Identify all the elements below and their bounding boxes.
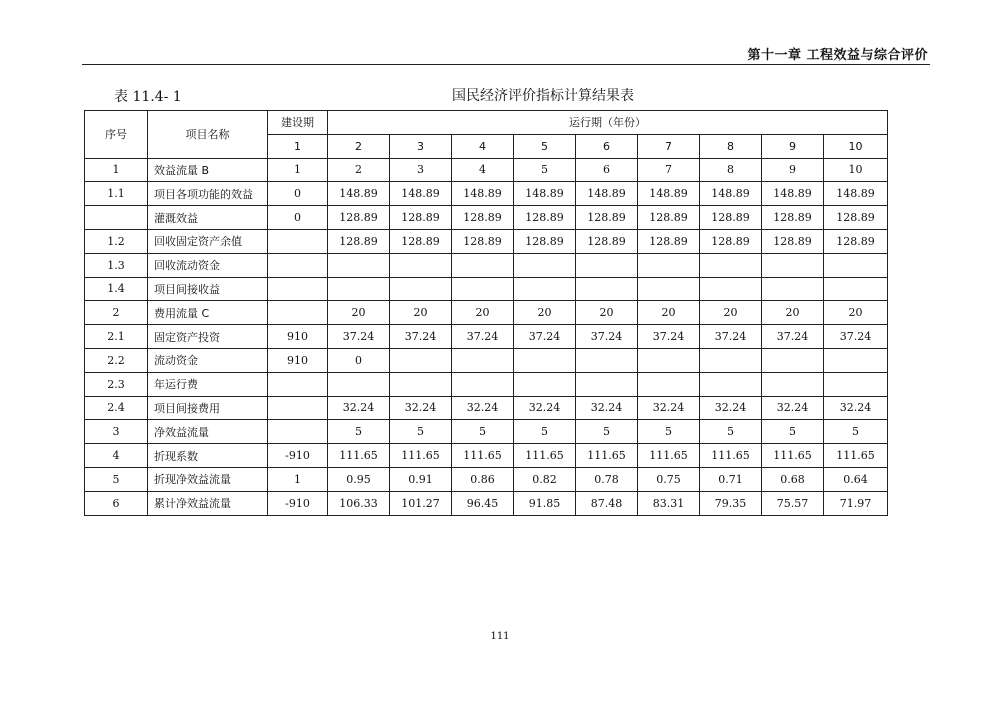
row-year-value: 5 — [452, 420, 514, 444]
row-year-value: 5 — [576, 420, 638, 444]
row-year-value: 128.89 — [514, 229, 576, 253]
row-year-value: 148.89 — [700, 182, 762, 206]
row-construction-value — [268, 396, 328, 420]
row-year-value — [576, 253, 638, 277]
table-label: 表 11.4- 1 — [114, 89, 182, 105]
row-year-value — [576, 277, 638, 301]
row-construction-value: 1 — [268, 158, 328, 182]
row-year-value: 128.89 — [576, 206, 638, 230]
row-construction-value: 1 — [268, 467, 328, 491]
row-year-value — [824, 277, 888, 301]
row-year-value: 148.89 — [328, 182, 390, 206]
row-year-value: 111.65 — [824, 444, 888, 468]
row-year-value — [762, 277, 824, 301]
row-year-value: 111.65 — [328, 444, 390, 468]
row-year-value: 148.89 — [824, 182, 888, 206]
page-number: 111 — [490, 631, 510, 642]
row-seq: 2.3 — [85, 372, 148, 396]
row-year-value: 20 — [824, 301, 888, 325]
header-year: 3 — [390, 134, 452, 158]
row-year-value: 20 — [762, 301, 824, 325]
header-year: 9 — [762, 134, 824, 158]
row-year-value — [328, 277, 390, 301]
row-construction-value: -910 — [268, 444, 328, 468]
row-year-value: 128.89 — [762, 206, 824, 230]
table-title: 国民经济评价指标计算结果表 — [452, 88, 634, 104]
table-row — [85, 491, 888, 515]
table-row — [85, 396, 888, 420]
row-year-value: 148.89 — [638, 182, 700, 206]
row-year-value: 20 — [452, 301, 514, 325]
row-year-value — [700, 372, 762, 396]
row-year-value: 0.86 — [452, 467, 514, 491]
row-item-name: 回收流动资金 — [148, 253, 268, 277]
table-row — [85, 372, 888, 396]
row-year-value: 5 — [514, 420, 576, 444]
row-year-value: 37.24 — [452, 325, 514, 349]
row-item-name: 流动资金 — [148, 348, 268, 372]
row-year-value: 20 — [328, 301, 390, 325]
row-year-value — [514, 372, 576, 396]
row-item-name: 灌溉效益 — [148, 206, 268, 230]
row-year-value: 91.85 — [514, 491, 576, 515]
row-year-value: 32.24 — [452, 396, 514, 420]
table-row — [85, 158, 888, 182]
row-year-value — [824, 253, 888, 277]
row-year-value: 0 — [328, 348, 390, 372]
row-seq: 1.3 — [85, 253, 148, 277]
row-year-value: 5 — [390, 420, 452, 444]
row-year-value: 128.89 — [700, 229, 762, 253]
row-seq: 1.2 — [85, 229, 148, 253]
row-year-value — [638, 372, 700, 396]
header-operation-period: 运行期（年份） — [328, 111, 888, 135]
row-year-value — [328, 253, 390, 277]
row-construction-value: 0 — [268, 206, 328, 230]
row-year-value: 10 — [824, 158, 888, 182]
header-year: 8 — [700, 134, 762, 158]
row-year-value: 37.24 — [824, 325, 888, 349]
row-year-value: 111.65 — [700, 444, 762, 468]
header-seq: 序号 — [85, 111, 148, 159]
row-year-value: 8 — [700, 158, 762, 182]
row-year-value: 0.82 — [514, 467, 576, 491]
row-year-value: 0.78 — [576, 467, 638, 491]
chapter-header: 第十一章 工程效益与综合评价 — [747, 48, 928, 63]
row-year-value: 111.65 — [576, 444, 638, 468]
table-row — [85, 206, 888, 230]
row-item-name: 折现系数 — [148, 444, 268, 468]
row-year-value — [452, 372, 514, 396]
row-item-name: 项目间接费用 — [148, 396, 268, 420]
row-year-value — [638, 348, 700, 372]
row-year-value: 111.65 — [762, 444, 824, 468]
row-year-value — [700, 277, 762, 301]
row-year-value: 32.24 — [514, 396, 576, 420]
row-year-value — [514, 277, 576, 301]
row-year-value: 148.89 — [762, 182, 824, 206]
row-seq: 2 — [85, 301, 148, 325]
row-year-value — [390, 277, 452, 301]
row-year-value: 32.24 — [390, 396, 452, 420]
table-row — [85, 182, 888, 206]
row-year-value: 20 — [390, 301, 452, 325]
row-seq: 1 — [85, 158, 148, 182]
row-year-value: 4 — [452, 158, 514, 182]
row-year-value: 5 — [824, 420, 888, 444]
row-year-value: 79.35 — [700, 491, 762, 515]
row-year-value: 111.65 — [638, 444, 700, 468]
row-seq: 2.1 — [85, 325, 148, 349]
row-year-value: 128.89 — [700, 206, 762, 230]
row-year-value — [824, 372, 888, 396]
row-year-value — [390, 372, 452, 396]
row-year-value: 32.24 — [762, 396, 824, 420]
row-year-value: 128.89 — [762, 229, 824, 253]
row-year-value — [452, 348, 514, 372]
table-row — [85, 301, 888, 325]
row-year-value: 0.91 — [390, 467, 452, 491]
row-year-value: 2 — [328, 158, 390, 182]
row-year-value: 128.89 — [638, 206, 700, 230]
row-year-value: 83.31 — [638, 491, 700, 515]
row-seq: 2.4 — [85, 396, 148, 420]
row-year-value: 71.97 — [824, 491, 888, 515]
row-construction-value: 0 — [268, 182, 328, 206]
header-construction-period: 建设期 — [268, 111, 328, 135]
row-item-name: 折现净效益流量 — [148, 467, 268, 491]
row-seq: 1.4 — [85, 277, 148, 301]
row-year-value: 111.65 — [390, 444, 452, 468]
row-year-value: 128.89 — [514, 206, 576, 230]
row-year-value: 37.24 — [328, 325, 390, 349]
row-year-value: 32.24 — [328, 396, 390, 420]
row-year-value — [390, 348, 452, 372]
row-year-value: 96.45 — [452, 491, 514, 515]
row-year-value: 37.24 — [700, 325, 762, 349]
row-year-value: 0.68 — [762, 467, 824, 491]
row-year-value: 148.89 — [390, 182, 452, 206]
table-row — [85, 325, 888, 349]
row-year-value: 37.24 — [762, 325, 824, 349]
row-year-value: 5 — [638, 420, 700, 444]
row-year-value: 0.75 — [638, 467, 700, 491]
row-year-value — [390, 253, 452, 277]
row-year-value: 148.89 — [452, 182, 514, 206]
row-year-value: 3 — [390, 158, 452, 182]
row-year-value: 111.65 — [452, 444, 514, 468]
header-year: 10 — [824, 134, 888, 158]
row-year-value: 0.64 — [824, 467, 888, 491]
table-row — [85, 420, 888, 444]
row-year-value: 128.89 — [824, 206, 888, 230]
economic-evaluation-table — [84, 110, 888, 516]
row-item-name: 固定资产投资 — [148, 325, 268, 349]
row-year-value: 128.89 — [328, 206, 390, 230]
header-year: 4 — [452, 134, 514, 158]
row-year-value — [762, 253, 824, 277]
row-year-value: 20 — [576, 301, 638, 325]
row-year-value: 5 — [514, 158, 576, 182]
row-year-value — [700, 253, 762, 277]
row-year-value: 20 — [514, 301, 576, 325]
table-row — [85, 444, 888, 468]
table-row — [85, 253, 888, 277]
row-seq: 1.1 — [85, 182, 148, 206]
table-row — [85, 467, 888, 491]
row-item-name: 回收固定资产余值 — [148, 229, 268, 253]
row-year-value — [762, 372, 824, 396]
row-year-value: 32.24 — [824, 396, 888, 420]
row-year-value: 37.24 — [638, 325, 700, 349]
row-construction-value — [268, 253, 328, 277]
header-year: 2 — [328, 134, 390, 158]
row-year-value: 37.24 — [390, 325, 452, 349]
row-year-value — [700, 348, 762, 372]
row-year-value: 7 — [638, 158, 700, 182]
row-item-name: 效益流量 B — [148, 158, 268, 182]
row-year-value: 128.89 — [638, 229, 700, 253]
row-year-value: 111.65 — [514, 444, 576, 468]
row-year-value: 128.89 — [576, 229, 638, 253]
row-year-value — [638, 253, 700, 277]
row-seq: 4 — [85, 444, 148, 468]
header-item-name: 项目名称 — [148, 111, 268, 159]
row-year-value: 87.48 — [576, 491, 638, 515]
row-year-value — [452, 277, 514, 301]
row-year-value — [514, 253, 576, 277]
row-year-value: 32.24 — [700, 396, 762, 420]
row-construction-value — [268, 277, 328, 301]
row-construction-value — [268, 420, 328, 444]
header-rule — [82, 64, 930, 65]
row-year-value: 101.27 — [390, 491, 452, 515]
row-construction-value — [268, 229, 328, 253]
row-year-value: 32.24 — [576, 396, 638, 420]
row-year-value — [638, 277, 700, 301]
row-year-value: 128.89 — [452, 206, 514, 230]
row-year-value: 5 — [700, 420, 762, 444]
row-year-value: 37.24 — [576, 325, 638, 349]
row-year-value — [328, 372, 390, 396]
row-item-name: 项目各项功能的效益 — [148, 182, 268, 206]
row-year-value: 5 — [328, 420, 390, 444]
row-year-value — [824, 348, 888, 372]
row-item-name: 项目间接收益 — [148, 277, 268, 301]
table-row — [85, 229, 888, 253]
row-year-value — [576, 372, 638, 396]
row-year-value: 5 — [762, 420, 824, 444]
row-year-value: 37.24 — [514, 325, 576, 349]
header-year: 6 — [576, 134, 638, 158]
row-year-value: 0.95 — [328, 467, 390, 491]
row-year-value: 128.89 — [328, 229, 390, 253]
row-year-value: 20 — [638, 301, 700, 325]
row-year-value: 9 — [762, 158, 824, 182]
row-year-value: 32.24 — [638, 396, 700, 420]
row-year-value — [762, 348, 824, 372]
row-year-value — [576, 348, 638, 372]
row-item-name: 费用流量 C — [148, 301, 268, 325]
row-year-value: 128.89 — [824, 229, 888, 253]
row-year-value: 128.89 — [390, 229, 452, 253]
row-seq: 3 — [85, 420, 148, 444]
row-year-value — [514, 348, 576, 372]
row-year-value — [452, 253, 514, 277]
table-row — [85, 348, 888, 372]
row-seq: 5 — [85, 467, 148, 491]
row-year-value: 148.89 — [576, 182, 638, 206]
row-year-value: 128.89 — [452, 229, 514, 253]
row-item-name: 净效益流量 — [148, 420, 268, 444]
row-seq — [85, 206, 148, 230]
row-construction-value: 910 — [268, 325, 328, 349]
row-year-value: 148.89 — [514, 182, 576, 206]
row-item-name: 累计净效益流量 — [148, 491, 268, 515]
row-item-name: 年运行费 — [148, 372, 268, 396]
row-year-value: 128.89 — [390, 206, 452, 230]
row-construction-value: 910 — [268, 348, 328, 372]
row-year-value: 75.57 — [762, 491, 824, 515]
header-year: 1 — [268, 134, 328, 158]
row-seq: 2.2 — [85, 348, 148, 372]
row-year-value: 20 — [700, 301, 762, 325]
row-year-value: 106.33 — [328, 491, 390, 515]
row-year-value: 6 — [576, 158, 638, 182]
header-year: 5 — [514, 134, 576, 158]
row-construction-value: -910 — [268, 491, 328, 515]
row-construction-value — [268, 372, 328, 396]
row-seq: 6 — [85, 491, 148, 515]
table-row — [85, 277, 888, 301]
row-construction-value — [268, 301, 328, 325]
row-year-value: 0.71 — [700, 467, 762, 491]
header-year: 7 — [638, 134, 700, 158]
